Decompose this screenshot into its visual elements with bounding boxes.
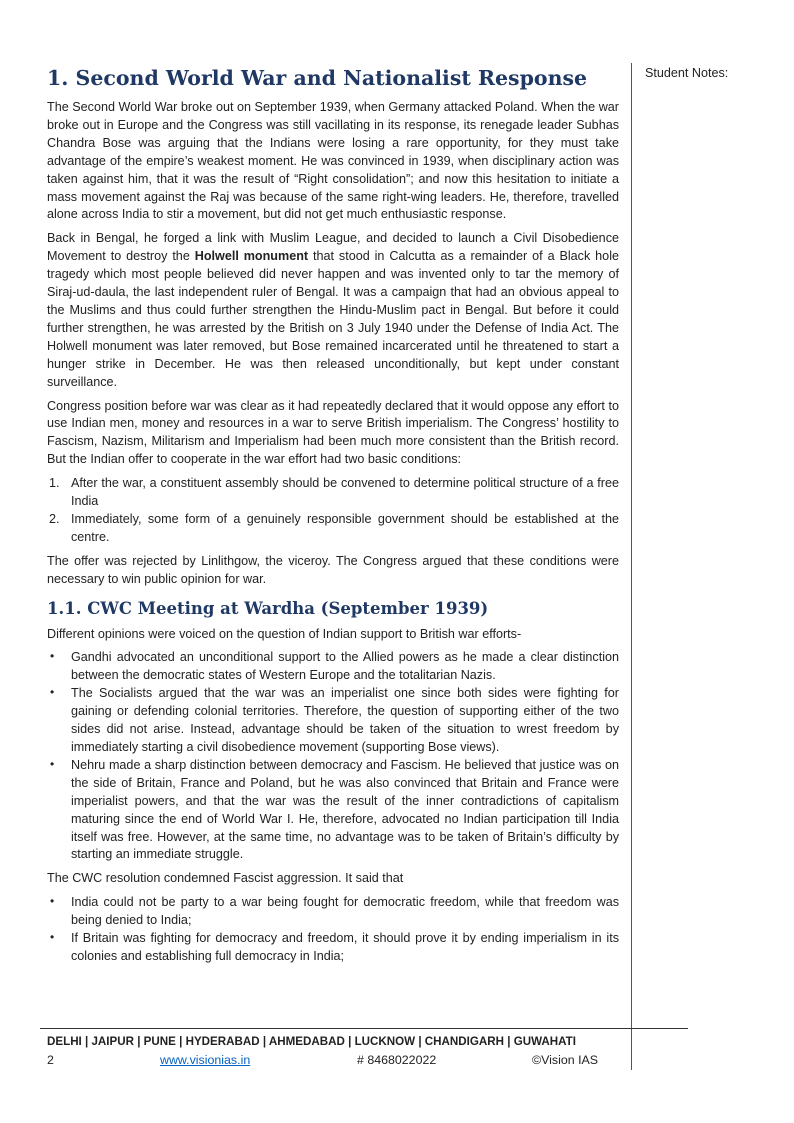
list-item (47, 757, 619, 864)
bullet-icon: • (50, 685, 55, 700)
page-number: 2 (47, 1053, 54, 1067)
copyright: ©Vision IAS (532, 1053, 599, 1067)
bullet-icon: • (50, 930, 55, 945)
list-number: 2. (49, 511, 60, 526)
website-link[interactable]: www.visionias.in (160, 1053, 251, 1067)
student-notes-label: Student Notes: (645, 66, 729, 80)
opinions-list (47, 649, 619, 864)
list-item-text: India could not be party to a war being fought for democratic freedom, while that freedom was being denied to India; (71, 895, 619, 928)
list-item-text: Nehru made a sharp distinction between democracy and Fascism. He believed that justice was on the side of Britain, France and Poland, but he was also convinced that Britain and France were imperialist powers, and that the war was the result of the inner contradictions of capitalism maturing since the end of World War I. He, therefore, advocated no Indian participation till India itself was free. However, at the same time, no advantage was to be taken of Britain’s difficulty by starting an immediate struggle. (71, 757, 619, 862)
paragraph-congress-position: Congress position before war was clear as it had repeatedly declared that it would oppose any effort to use Indian men, money and resources in a war to serve British imperialism. The Congress’ hostility to Fascism, Nazism, Militarism and Imperialism had been much more consistent than the British record. But the Indian offer to cooperate in the war effort had two basic conditions: (47, 398, 619, 467)
list-item (47, 930, 619, 966)
conditions-list (47, 475, 619, 547)
list-item (47, 511, 619, 547)
paragraph-offer-rejected: The offer was rejected by Linlithgow, the viceroy. The Congress argued that these conditions were necessary to win public opinion for war. (47, 553, 619, 586)
footer-cities: DELHI | JAIPUR | PUNE | HYDERABAD | AHMEDABAD | LUCKNOW | CHANDIGARH | GUWAHATI (47, 1035, 576, 1048)
document-body (47, 62, 619, 972)
list-item (47, 475, 619, 511)
paragraph-text: Back in Bengal, he forged a link with Muslim League, and decided to launch a Civil Disobedience Movement to destroy the (47, 231, 619, 264)
resolution-list (47, 894, 619, 966)
list-item-text: Gandhi advocated an unconditional support to the Allied powers as he made a clear distinction between the democratic states of Western Europe and the totalitarian Nazis. (71, 650, 619, 683)
list-item-text: After the war, a constituent assembly should be convened to determine political structure of a free India (71, 476, 619, 509)
paragraph-ww2-outbreak: The Second World War broke out on September 1939, when Germany attacked Poland. When the war broke out in Europe and the Congress was still vacillating in its response, its renegade leader Subhas Chandra Bose was arguing that the Indians were losing a rare opportunity, for they must take advantage of the empire’s weakest moment. He was convinced in 1939, when disciplinary action was taken against him, that it was the result of “Right consolidation”; and now this hesitation to initiate a mass movement against the Raj was because of the same right-wing leaders. He, therefore, travelled alone across India to stir a movement, but did not get much enthusiastic response. (47, 100, 619, 222)
list-item-text: The Socialists argued that the war was an imperialist one since both sides were fighting for gaining or defending colonial territories. Therefore, the question of supporting either of the two sides did not arise. Instead, advantage should be taken of the situation to wrest freedom by immediately starting a civil disobedience movement (supporting Bose views). (71, 686, 619, 754)
bullet-icon: • (50, 649, 55, 664)
list-item (47, 685, 619, 757)
list-item (47, 649, 619, 685)
paragraph-opinions-intro: Different opinions were voiced on the question of Indian support to British war efforts- (47, 626, 522, 641)
list-item-text: If Britain was fighting for democracy and freedom, it should prove it by ending imperialism in its colonies and establishing full democracy in India; (71, 931, 619, 963)
holwell-monument-term: Holwell monument (194, 249, 309, 264)
paragraph-text: that stood in Calcutta as a remainder of a Black hole tragedy which most people believed did never happen and was invented only to tar the memory of Siraj-ud-daula, the last independent ruler of Bengal. It was a campaign that had an obvious appeal to the Muslims and thus could further strengthen the Hindu-Muslim pact in Bengal. But before it could further strengthen, he was arrested by the British on 3 July 1940 under the Defense of India Act. The Holwell monument was later removed, but Bose remained incarcerated until he threatened to start a hunger strike in December. He was then released unconditionally, but kept under constant surveillance. (47, 249, 619, 389)
phone-number: # 8468022022 (357, 1053, 437, 1067)
section-title: 1. Second World War and Nationalist Response (47, 66, 588, 90)
list-item-text: Immediately, some form of a genuinely responsible government should be established at the centre. (71, 511, 619, 544)
bullet-icon: • (50, 894, 55, 909)
list-number: 1. (49, 476, 60, 491)
paragraph-resolution-intro: The CWC resolution condemned Fascist aggression. It said that (47, 871, 404, 886)
footer-info (47, 1053, 617, 1069)
paragraph-bose-bengal (47, 230, 619, 391)
footer-divider (40, 1028, 688, 1029)
list-item (47, 894, 619, 930)
subsection-title: 1.1. CWC Meeting at Wardha (September 1939) (47, 598, 489, 618)
bullet-icon: • (50, 756, 55, 771)
notes-divider (631, 63, 632, 1070)
